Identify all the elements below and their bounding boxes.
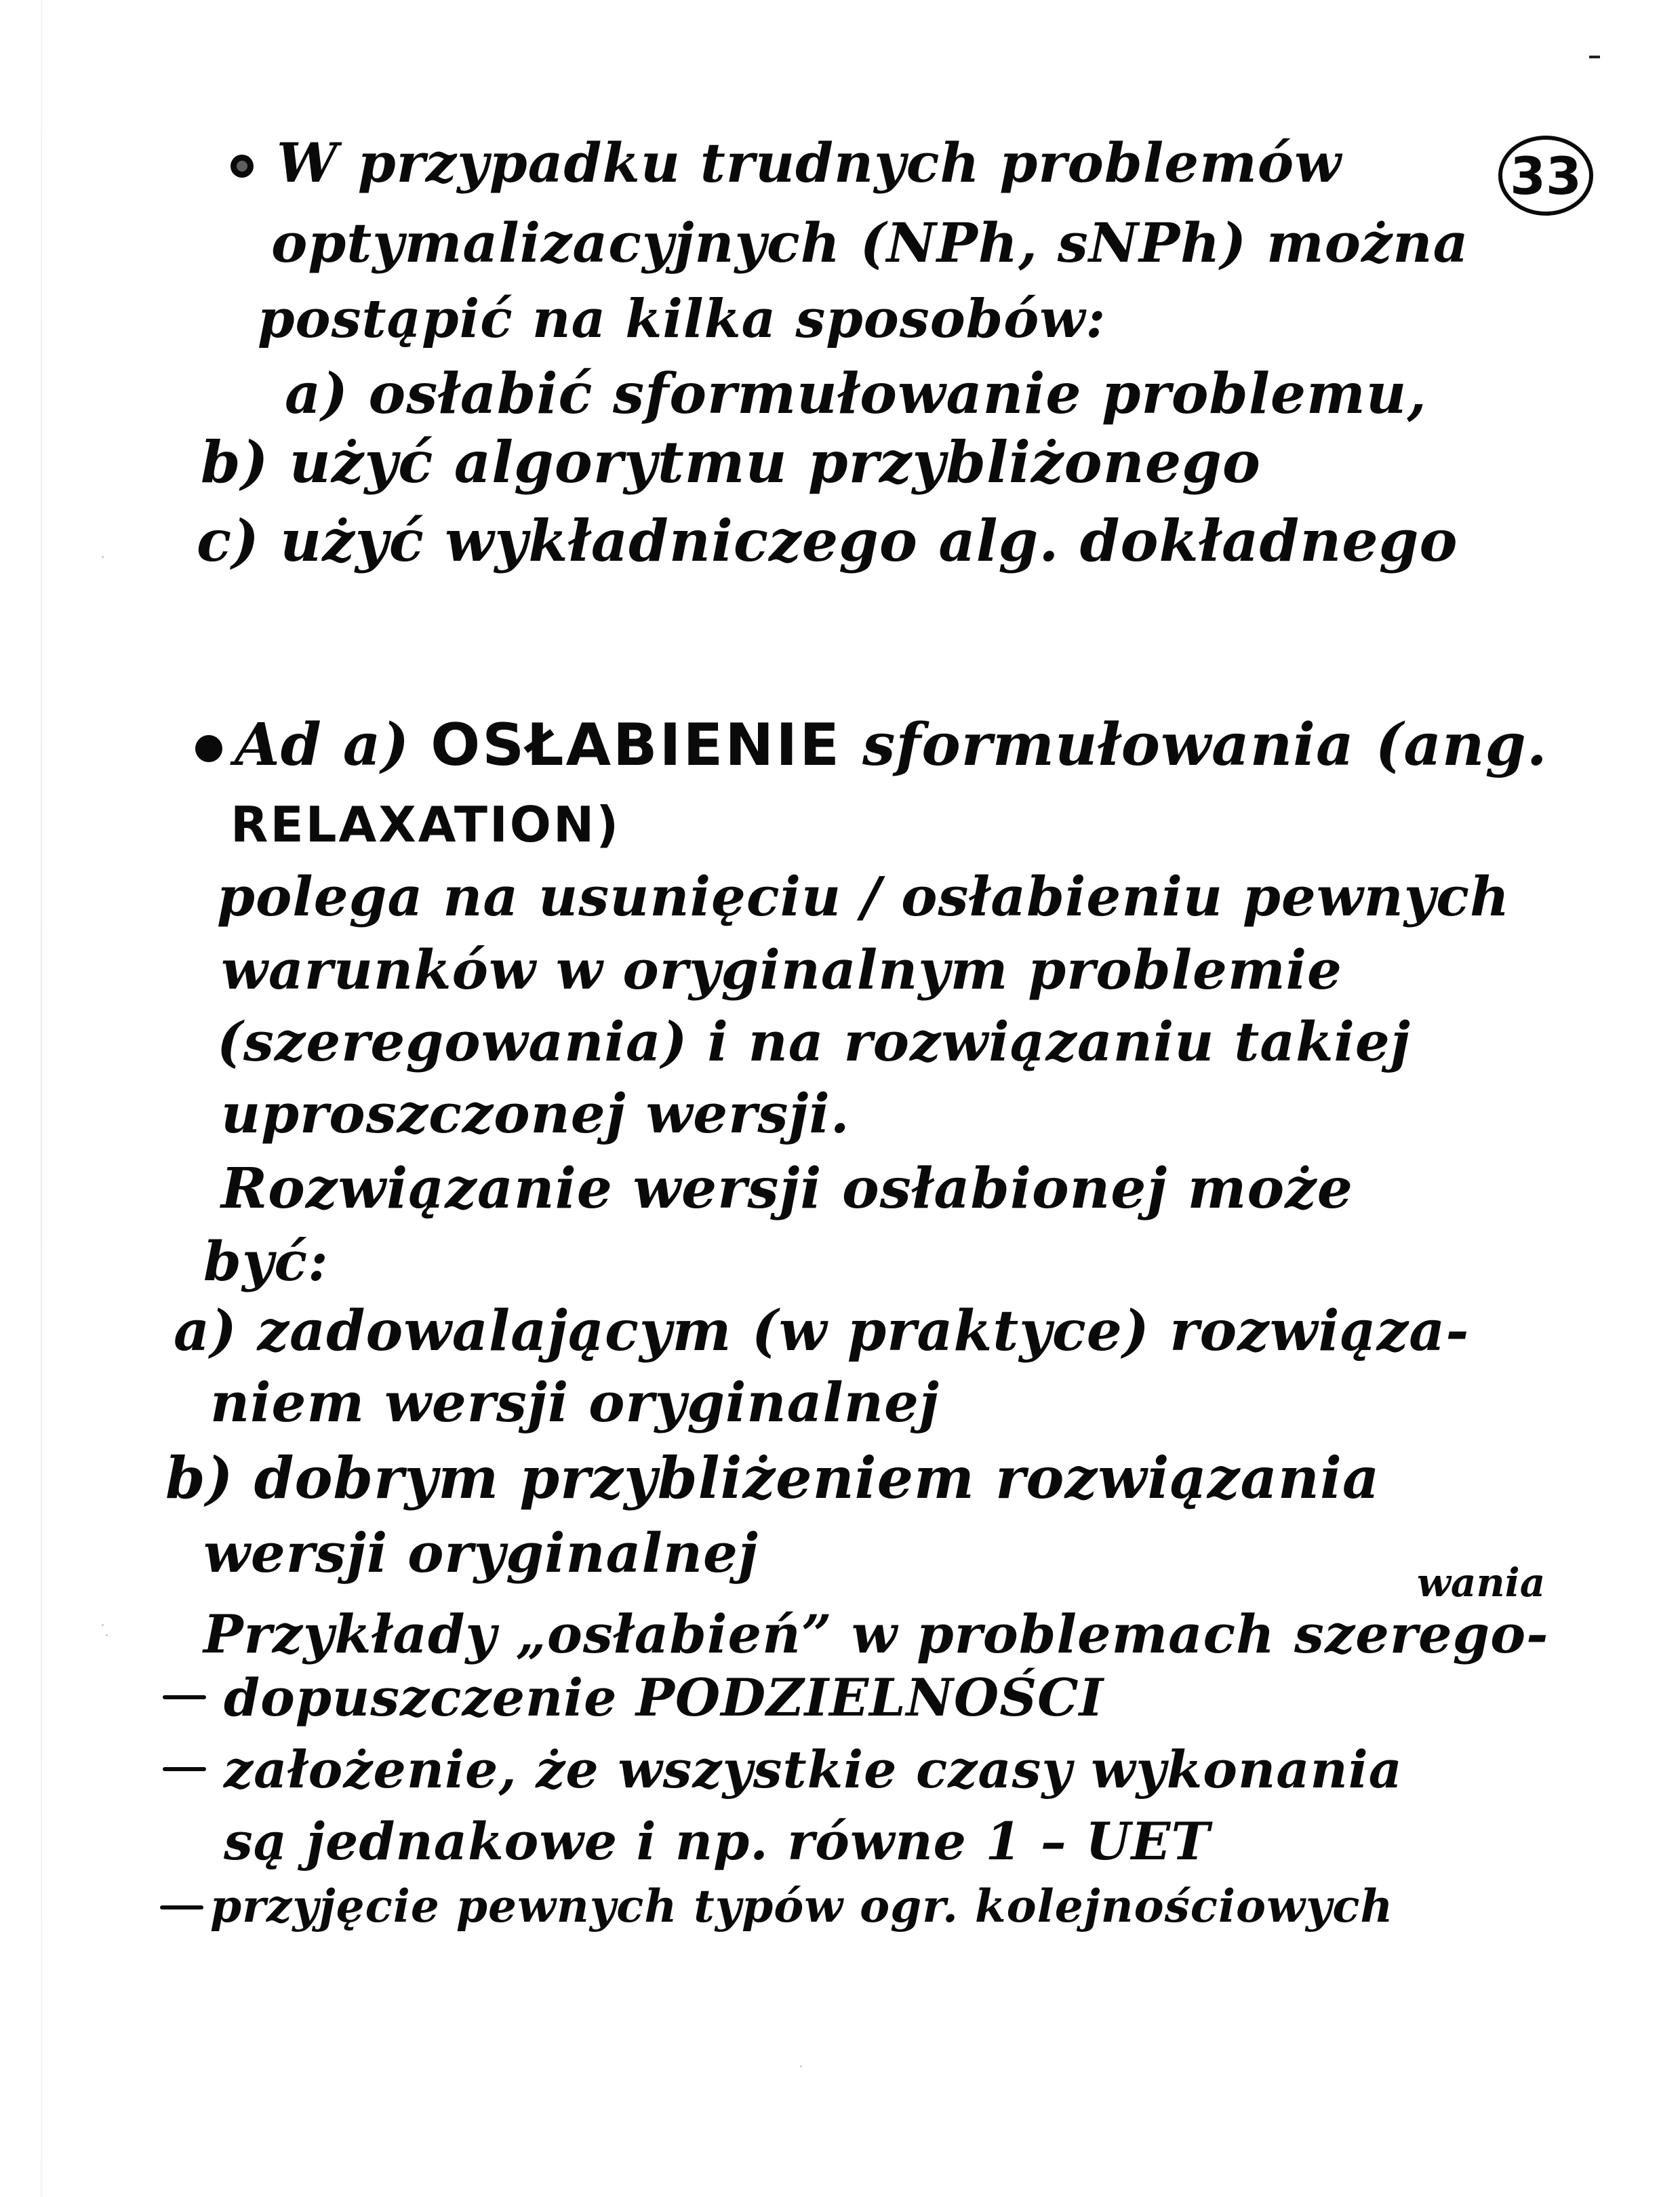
scan-speck xyxy=(106,1634,108,1636)
bullet-icon xyxy=(231,155,254,178)
note-line: Rozwiązanie wersji osłabionej może xyxy=(221,1156,1353,1221)
scan-speck xyxy=(102,556,104,558)
note-line: c) użyć wykładniczego alg. dokładnego xyxy=(197,507,1458,574)
note-line: W przypadku trudnych problemów xyxy=(277,131,1342,195)
heading-term: OSŁABIENIE xyxy=(431,711,842,779)
section-heading xyxy=(235,711,1548,779)
note-line: a) zadowalającym (w praktyce) rozwiąza- xyxy=(174,1299,1470,1364)
note-line: wersji oryginalnej xyxy=(203,1521,759,1585)
note-line: b) dobrym przybliżeniem rozwiązania xyxy=(165,1444,1380,1511)
superscript-continuation: wania xyxy=(1417,1560,1546,1606)
scan-speck xyxy=(800,2065,802,2067)
bullet-icon xyxy=(195,735,222,762)
scan-speck xyxy=(102,1624,104,1626)
heading-prefix: Ad a) xyxy=(235,711,410,779)
note-line: postąpić na kilka sposobów: xyxy=(258,288,1106,350)
note-line: a) osłabić sformułowanie problemu, xyxy=(285,361,1427,427)
list-item: założenie, że wszystkie czasy wykonania xyxy=(224,1739,1403,1800)
scan-mark-artifact xyxy=(1589,56,1600,58)
note-line: być: xyxy=(203,1229,329,1293)
scan-edge-artifact xyxy=(41,0,42,2197)
note-line: warunków w oryginalnym problemie xyxy=(221,938,1342,1002)
examples-heading: Przykłady „osłabień” w problemach szerego- xyxy=(203,1604,1549,1665)
list-dash xyxy=(160,1905,203,1909)
list-item: dopuszczenie PODZIELNOŚCI xyxy=(224,1667,1104,1728)
page-number: 33 xyxy=(1498,136,1593,216)
note-line: (szeregowania) i na rozwiązaniu takiej xyxy=(217,1010,1411,1073)
note-line: polega na usunięciu / osłabieniu pewnych xyxy=(217,865,1511,928)
note-line: b) użyć algorytmu przybliżonego xyxy=(201,429,1261,496)
note-line: optymalizacyjnych (NPh, sNPh) można xyxy=(271,211,1469,275)
heading-english-term: RELAXATION) xyxy=(231,796,621,853)
note-line: niem wersji oryginalnej xyxy=(210,1370,940,1434)
list-dash xyxy=(163,1695,206,1699)
heading-rest: sformułowania (ang. xyxy=(862,711,1548,779)
list-dash xyxy=(163,1767,206,1771)
note-line: uproszczonej wersji. xyxy=(221,1082,850,1145)
list-item: przyjęcie pewnych typów ogr. kolejnościowych xyxy=(210,1880,1394,1933)
list-item-continuation: są jednakowe i np. równe 1 – UET xyxy=(224,1811,1210,1872)
